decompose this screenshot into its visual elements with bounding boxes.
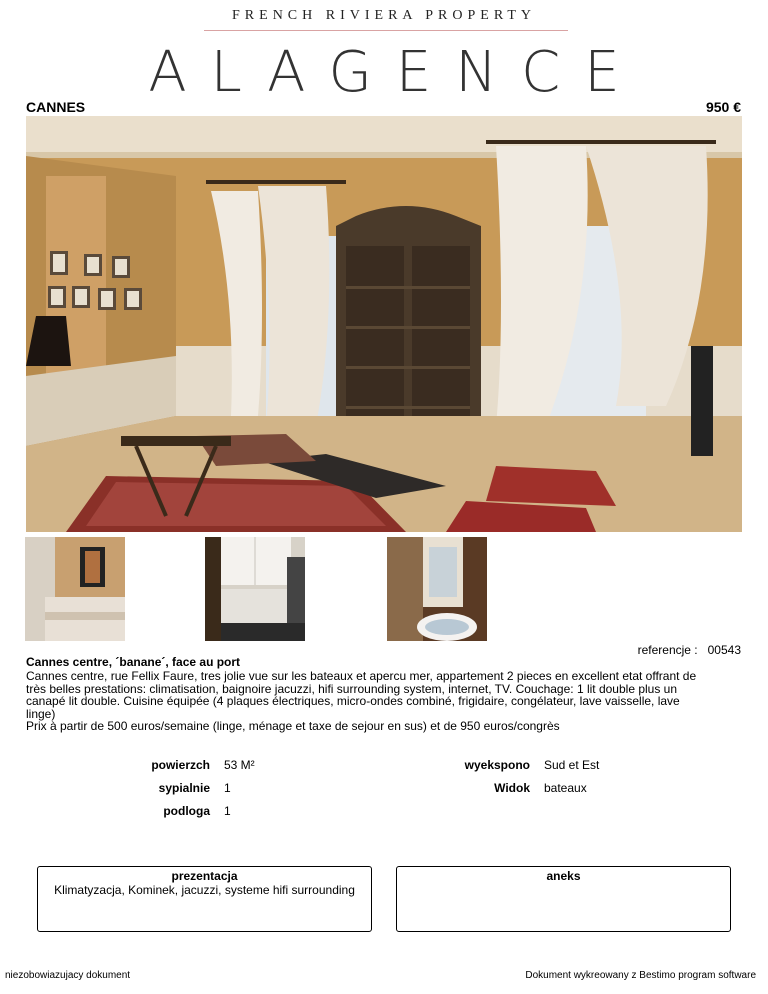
description-line: Cannes centre, rue Fellix Faure, tres jolie vue sur les bateaux et apercu mer, appartement 2 pieces en excellent etat offrant de [26, 669, 697, 683]
tagline-divider [204, 30, 568, 31]
bedroom-photo [25, 537, 125, 641]
brand-logo: ALAGENCE [148, 40, 644, 105]
bedrooms-label: sypialnie [158, 781, 210, 795]
reference-value: 00543 [707, 643, 741, 657]
presentation-box [37, 866, 372, 932]
bathroom-photo [387, 537, 487, 641]
floor-label: podloga [163, 804, 210, 818]
listing-price: 950 € [705, 99, 741, 115]
main-photo[interactable] [26, 116, 742, 532]
footer-disclaimer: niezobowiazujacy dokument [5, 970, 131, 981]
view-label: Widok [494, 781, 530, 795]
area-value: 53 M² [224, 758, 255, 772]
exposure-value: Sud et Est [544, 758, 600, 772]
thumbnail-bathroom[interactable] [387, 537, 487, 641]
annex-box [396, 866, 731, 932]
listing-description [26, 670, 746, 733]
exposure-label: wyekspono [464, 758, 530, 772]
living-room-photo [26, 116, 742, 532]
reference [628, 643, 741, 657]
presentation-title: prezentacja [171, 869, 238, 883]
description-line: canapé lit double. Cuisine équipée (4 plaques électriques, micro-ondes combiné, frigidaire, congélateur, lave vaisselle, lave [26, 694, 680, 708]
view-value: bateaux [544, 781, 587, 795]
listing-headline: Cannes centre, ´banane´, face au port [26, 655, 241, 669]
presentation-text: Klimatyzacja, Kominek, jacuzzi, systeme hifi surrounding [54, 883, 355, 897]
description-line: linge) [26, 706, 56, 721]
listing-city: CANNES [26, 99, 86, 115]
floor-value: 1 [224, 804, 231, 818]
annex-title: aneks [546, 869, 581, 883]
kitchen-photo [205, 537, 305, 641]
description-line: Prix à partir de 500 euros/semaine (linge, ménage et taxe de sejour en sus) et de 950 euros/congrès [26, 719, 560, 733]
area-label: powierzch [151, 758, 210, 772]
description-line: très belles prestations: climatisation, baignoire jacuzzi, hifi surrounding system, internet, TV. Couchage: 1 lit double plus un [26, 681, 678, 696]
thumbnail-kitchen[interactable] [205, 537, 305, 641]
thumbnail-bedroom[interactable] [25, 537, 125, 641]
tagline: FRENCH RIVIERA PROPERTY [232, 8, 536, 23]
bedrooms-value: 1 [224, 781, 231, 795]
reference-label: referencje : [637, 643, 698, 657]
footer-software-credit: Dokument wykreowany z Bestimo program software [525, 970, 756, 981]
